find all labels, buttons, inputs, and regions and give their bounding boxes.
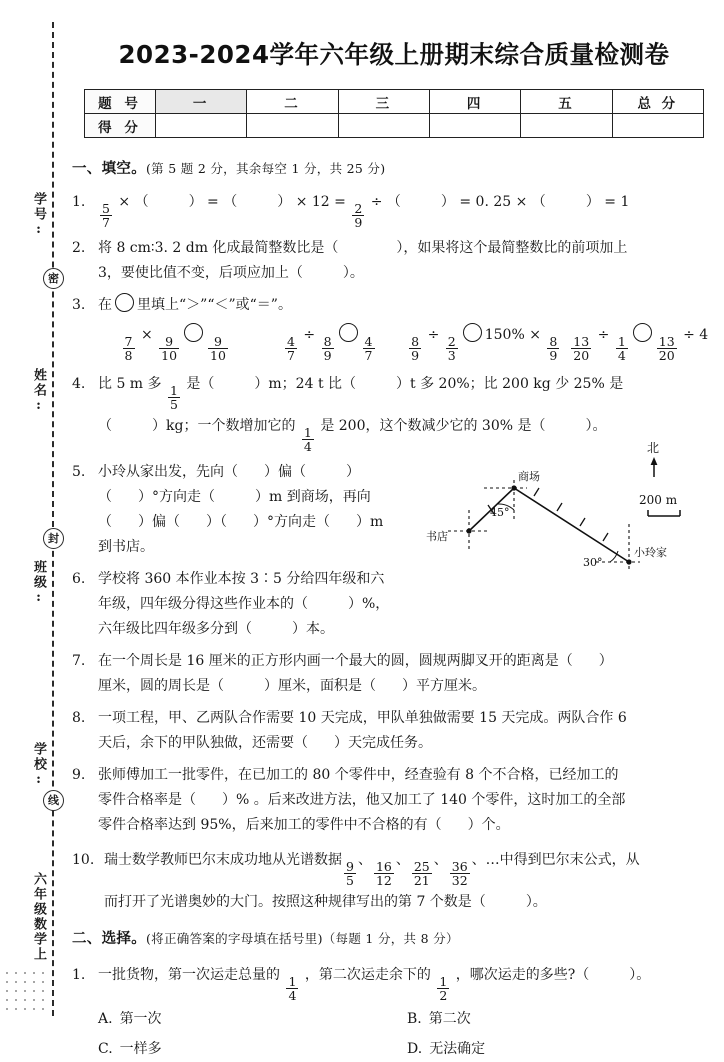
sequence-fraction-1: $\frac{9}{5}$ [346,858,354,888]
question-9-line-2: 零件合格率是（ ）% 。后来改进方法，他又加工了 140 个零件，这时加工的全部 [98,792,626,808]
label-bookstore: 书店 [426,530,448,543]
score-cell-3[interactable] [338,114,429,138]
choice-question-1-options-row-2 [98,1036,716,1062]
answer-circle-1[interactable] [184,323,203,342]
seal-margin [0,0,60,1024]
section-one-title: 一、填空。 [72,161,146,177]
table-row-scores [85,114,704,138]
score-col-4: 四 [429,90,520,114]
question-7-number: 7. [72,653,86,669]
node-bookstore [466,528,471,533]
comparison-3-mid-fraction: $\frac{2}{3}$ [447,333,456,363]
question-9-body [98,763,716,838]
comparison-1-mid-fraction: $\frac{9}{10}$ [161,333,178,363]
route-path [469,488,629,562]
section-two-heading [72,927,716,948]
question-1 [72,187,716,229]
question-6-line-2: 年级，四年级分得这些作业本的（ ）%， [98,596,390,612]
answer-circle-3[interactable] [463,323,482,342]
question-4-line-2: （ ）kg；一个数增加它的 $\frac{1}{4}$ 是 200，这个数减少它的 30% 是（ ）。 [98,418,607,454]
question-2-line-1: 将 8 cm∶3. 2 dm 化成最简整数比是（ ），如果将这个最简整数比的前项加上 [98,240,628,256]
exam-content [72,0,716,1057]
sequence-fraction-2: $\frac{16}{12}$ [375,858,392,888]
q1-eq: = [207,194,219,210]
option-c[interactable]: C. 一样多 [98,1041,162,1057]
q1-mul: × [118,194,131,210]
fraction-2-9: $\frac{2}{9}$ [354,200,363,230]
score-table [84,89,704,138]
question-5-number: 5. [72,464,86,480]
comparison-1: $\frac{7}{8}$ × $\frac{9}{10}$ $\frac{9}{10}$ [98,323,253,362]
question-8-number: 8. [72,710,86,726]
score-cell-1[interactable] [156,114,247,138]
comparison-3: $\frac{8}{9}$ ÷ $\frac{2}{3}$ 150% × $\frac{8}{9}$ [407,323,562,362]
comparison-4: $\frac{13}{20}$ ÷ $\frac{1}{4}$ $\frac{13}{20}$ ÷ 4 [562,323,717,362]
question-5-line-3: （ ）偏（ ）（ ）°方向走（ ）m [98,514,384,530]
q1-div: ÷ [370,194,383,210]
question-9-line-3: 零件合格率达到 95%，后来加工的零件中不合格的有（ ）个。 [98,817,510,833]
comparison-2-right-fraction: $\frac{4}{7}$ [364,333,373,363]
question-5-body [98,460,428,560]
section-one-note: (第 5 题 2 分，其余每空 1 分，共 25 分) [146,161,386,176]
answer-circle-prompt[interactable] [115,293,134,312]
node-home [626,559,631,564]
route-diagram-svg [426,432,718,572]
question-3-body [98,293,716,362]
question-1-body: $\frac{5}{7}$ × （ ） = （ ） × 12 = $\frac{2}{9}$ ÷ （ ） = 0. 25 × （ ） = 1 [102,194,630,230]
score-col-total: 总 分 [612,90,703,114]
scale-bar [648,510,680,516]
comparison-2-left-fraction: $\frac{4}{7}$ [287,333,295,363]
question-8-line-2: 天后，余下的甲队独做，还需要（ ）天完成任务。 [98,735,432,751]
question-9 [72,763,716,838]
question-7-line-2: 厘米，圆的周长是（ ）厘米，面积是（ ）平方厘米。 [98,678,486,694]
question-6-body [98,567,428,642]
corner-dot-grid [6,972,50,1018]
fraction-1-5: $\frac{1}{5}$ [170,382,178,412]
question-5-line-1: 小玲从家出发，先向（ ）偏（ ） [98,464,360,480]
fraction-5-7: $\frac{5}{7}$ [102,200,110,230]
score-col-1: 一 [156,90,247,114]
q1-times12: × 12 = [295,194,346,210]
score-col-3: 三 [338,90,429,114]
option-d[interactable]: D. 无法确定 [407,1041,486,1057]
comparison-4-left-fraction: $\frac{13}{20}$ [573,333,590,363]
seal-dashed-line [52,22,54,1016]
option-a[interactable]: A. 第一次 [98,1011,162,1027]
label-mall-angle: 45° [490,506,510,519]
question-7-line-1: 在一个周长是 16 厘米的正方形内画一个最大的圆，圆规两脚叉开的距离是（ ） [98,653,613,669]
label-mall: 商场 [518,470,540,483]
label-home-angle: 30° [583,556,603,569]
page-title: 2023-2024学年六年级上册期末综合质量检测卷 [118,40,670,69]
question-5-line-4: 到书店。 [98,539,154,555]
question-6 [72,567,716,642]
choice-question-1-stem: 一批货物，第一次运走总量的 $\frac{1}{4}$ ，第二次运走余下的 $\frac{1}{2}$ ，哪次运走的多些?（ ）。 [98,967,651,1003]
choice-question-1-options-row-1 [98,1006,716,1032]
fraction-1-4: $\frac{1}{4}$ [303,424,312,454]
margin-label-0: 学号: [31,192,46,239]
choice-question-1-body [98,960,716,1062]
comparison-1-right-fraction: $\frac{9}{10}$ [210,333,226,363]
question-10-number: 10. [72,852,95,868]
question-6-line-1: 学校将 360 本作业本按 3∶5 分给四年级和六 [98,571,385,587]
question-1-number: 1. [72,194,86,210]
score-col-5: 五 [521,90,612,114]
question-7-body [98,649,716,699]
question-2-number: 2. [72,240,86,256]
choice-question-1-number: 1. [72,967,86,983]
seal-mark-1: 封 [43,528,64,549]
question-8-body [98,706,716,756]
score-cell-2[interactable] [247,114,338,138]
comparison-1-left-fraction: $\frac{7}{8}$ [124,333,133,363]
section-two-title: 二、选择。 [72,931,146,947]
seal-mark-2: 线 [43,790,64,811]
label-scale: 200 m [639,493,678,507]
choice-question-1 [72,960,716,1062]
fraction-1-2-choice: $\frac{1}{2}$ [439,973,448,1003]
label-home: 小玲家 [634,546,667,559]
table-row-header [85,90,704,114]
question-10-fraction-sequence: $\frac{9}{5}$ 、 $\frac{16}{12}$ 、 $\frac{25}{21}$ 、 $\frac{36}{32}$ 、 [346,852,486,888]
comparison-3-left-fraction: $\frac{8}{9}$ [411,333,420,363]
option-b[interactable]: B. 第二次 [407,1011,471,1027]
section-one-heading [72,157,716,178]
q1-end: = 1 [604,194,630,210]
score-cell-5[interactable] [521,114,612,138]
answer-circle-2[interactable] [339,323,358,342]
score-cell-total[interactable] [612,114,703,138]
section-two-note: (将正确答案的字母填在括号里)（每题 1 分，共 8 分） [146,931,459,946]
margin-label-3: 学校: [31,742,46,789]
score-col-2: 二 [247,90,338,114]
question-9-line-1: 张师傅加工一批零件，在已加工的 80 个零件中，经查验有 8 个不合格，已经加工的 [98,767,619,783]
reference-lines [448,480,640,572]
question-6-line-3: 六年级比四年级多分到（ ）本。 [98,621,334,637]
fraction-1-4-choice: $\frac{1}{4}$ [288,973,297,1003]
margin-label-4: 六年级数学上 [31,872,46,962]
question-10-body [104,845,716,917]
question-7 [72,649,716,699]
node-mall [511,485,516,490]
question-2 [72,236,716,286]
label-north: 北 [647,441,660,455]
question-8 [72,706,716,756]
question-6-number: 6. [72,571,86,587]
margin-label-1: 姓名: [31,368,46,415]
question-3 [72,293,716,362]
question-3-comparisons [98,323,716,362]
question-2-line-2: 3，要使比值不变，后项应加上（ ）。 [98,265,364,281]
comparison-3-right-fraction: $\frac{8}{9}$ [549,333,558,363]
question-5-line-2: （ ）°方向走（ ）m 到商场，再向 [98,489,371,505]
score-table-row-label: 题 号 [85,90,156,114]
comparison-2-mid-fraction: $\frac{8}{9}$ [323,333,332,363]
sequence-fraction-3: $\frac{25}{21}$ [413,858,430,888]
question-3-number: 3. [72,297,86,313]
score-table-row-label-2: 得 分 [85,114,156,138]
question-10-line-1: 瑞士数学教师巴尔末成功地从光谱数据 $\frac{9}{5}$ 、 $\frac{16}{12}$ 、 $\frac{25}{21}$ 、 $\frac{36}{32}$ 、…中得到巴尔末公式，从 [104,852,640,888]
question-9-number: 9. [72,767,86,783]
route-diagram [426,432,718,572]
comparison-4-right-fraction: $\frac{13}{20}$ [658,333,675,363]
answer-circle-4[interactable] [633,323,652,342]
sequence-fraction-4: $\frac{36}{32}$ [451,858,468,888]
question-4-number: 4. [72,376,86,392]
q1-point25: = 0. 25 × [459,194,528,210]
score-cell-4[interactable] [429,114,520,138]
comparison-4-mid-fraction: $\frac{1}{4}$ [617,333,626,363]
question-10 [72,845,716,917]
question-2-body [98,236,716,286]
seal-mark-0: 密 [43,268,64,289]
question-4-line-1: 比 5 m 多 $\frac{1}{5}$ 是（ ）m；24 t 比（ ）t 多 20%；比 200 kg 少 25% 是 [98,376,624,412]
question-3-prompt: 在 里填上“＞”“＜”或“＝”。 [98,293,716,318]
margin-label-2: 班级: [31,560,46,607]
question-8-line-1: 一项工程，甲、乙两队合作需要 10 天完成，甲队单独做需要 15 天完成。两队合作 6 [98,710,627,726]
north-arrow-head [651,457,658,465]
comparison-2: $\frac{4}{7}$ ÷ $\frac{8}{9}$ $\frac{4}{7}$ [253,323,408,362]
question-10-line-2: 而打开了光谱奥妙的大门。按照这种规律写出的第 7 个数是（ ）。 [104,894,547,910]
